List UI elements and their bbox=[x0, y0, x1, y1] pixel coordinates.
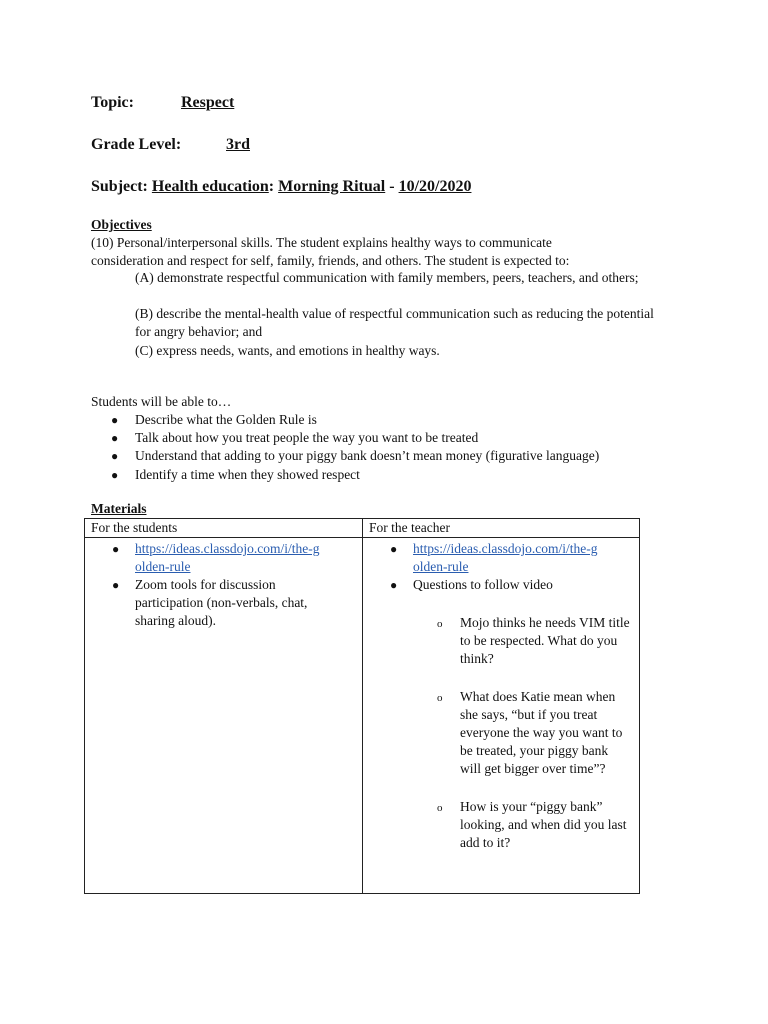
golden-rule-link-students[interactable]: https://ideas.classdojo.com/i/the-golden-rule bbox=[135, 541, 320, 574]
questions-heading: Questions to follow video bbox=[413, 577, 553, 592]
objectives-intro-line2: consideration and respect for self, family, friends, and others. The student is expected to: bbox=[91, 253, 570, 268]
swbat-list bbox=[111, 411, 599, 484]
subject-line bbox=[91, 178, 471, 196]
circle-bullet-icon: o bbox=[437, 692, 443, 704]
circle-bullet-icon: o bbox=[437, 618, 443, 630]
list-item bbox=[91, 576, 315, 630]
objective-b: (B) describe the mental-health value of respectful communication such as reducing the potential for angry behavior; and bbox=[135, 306, 654, 339]
grade-label: Grade Level: bbox=[91, 136, 182, 153]
materials-table bbox=[84, 518, 640, 894]
topic-label: Topic: bbox=[91, 94, 134, 111]
bullet-icon: ● bbox=[112, 578, 120, 592]
list-item bbox=[369, 576, 633, 594]
question-list bbox=[369, 614, 633, 852]
list-item: ● Understand that adding to your piggy bank doesn’t mean money (figurative language) bbox=[111, 447, 599, 465]
list-item bbox=[369, 540, 603, 576]
grade-value: 3rd bbox=[226, 136, 250, 153]
question-item: o Mojo thinks he needs VIM title to be respected. What do you think? bbox=[437, 615, 630, 666]
objective-a: (A) demonstrate respectful communication with family members, peers, teachers, and others; bbox=[135, 270, 639, 285]
list-item: ● Talk about how you treat people the way you want to be treated bbox=[111, 429, 599, 447]
students-cell bbox=[85, 538, 363, 894]
subject-label: Subject: bbox=[91, 178, 148, 195]
topic-value: Respect bbox=[181, 94, 235, 111]
subject-colon: : bbox=[268, 178, 275, 195]
objectives-heading: Objectives bbox=[91, 217, 152, 232]
bullet-icon: ● bbox=[111, 467, 119, 482]
teacher-cell bbox=[363, 538, 640, 894]
subject-dash: - bbox=[385, 178, 399, 195]
objective-c: (C) express needs, wants, and emotions in healthy ways. bbox=[135, 343, 440, 358]
list-item bbox=[91, 540, 325, 576]
golden-rule-link-teacher[interactable]: https://ideas.classdojo.com/i/the-golden-rule bbox=[413, 541, 598, 574]
list-item: ● Identify a time when they showed respect bbox=[111, 466, 599, 484]
question-item: o How is your “piggy bank” looking, and when did you last add to it? bbox=[437, 799, 627, 850]
objectives-intro-line1: (10) Personal/interpersonal skills. The student explains healthy ways to communicate bbox=[91, 235, 552, 250]
subject-value: Health education bbox=[151, 178, 269, 195]
swbat-intro: Students will be able to… bbox=[91, 394, 232, 409]
col-header-teacher: For the teacher bbox=[363, 519, 640, 538]
subject-date: 10/20/2020 bbox=[398, 178, 472, 195]
question-item: o What does Katie mean when she says, “but if you treat everyone the way you want to be treated, your piggy bank will get bigger over time”? bbox=[437, 689, 623, 776]
materials-heading: Materials bbox=[91, 501, 147, 516]
bullet-icon: ● bbox=[112, 542, 120, 556]
zoom-tools-text: Zoom tools for discussion participation (non-verbals, chat, sharing aloud). bbox=[135, 577, 308, 628]
subject-ritual: Morning Ritual bbox=[278, 178, 386, 195]
bullet-icon: ● bbox=[111, 413, 119, 427]
bullet-icon: ● bbox=[111, 431, 119, 446]
bullet-icon: ● bbox=[390, 578, 398, 592]
col-header-students: For the students bbox=[85, 519, 363, 538]
bullet-icon: ● bbox=[111, 449, 119, 464]
bullet-icon: ● bbox=[390, 542, 398, 556]
circle-bullet-icon: o bbox=[437, 802, 443, 814]
list-item: ● Describe what the Golden Rule is bbox=[111, 411, 599, 429]
